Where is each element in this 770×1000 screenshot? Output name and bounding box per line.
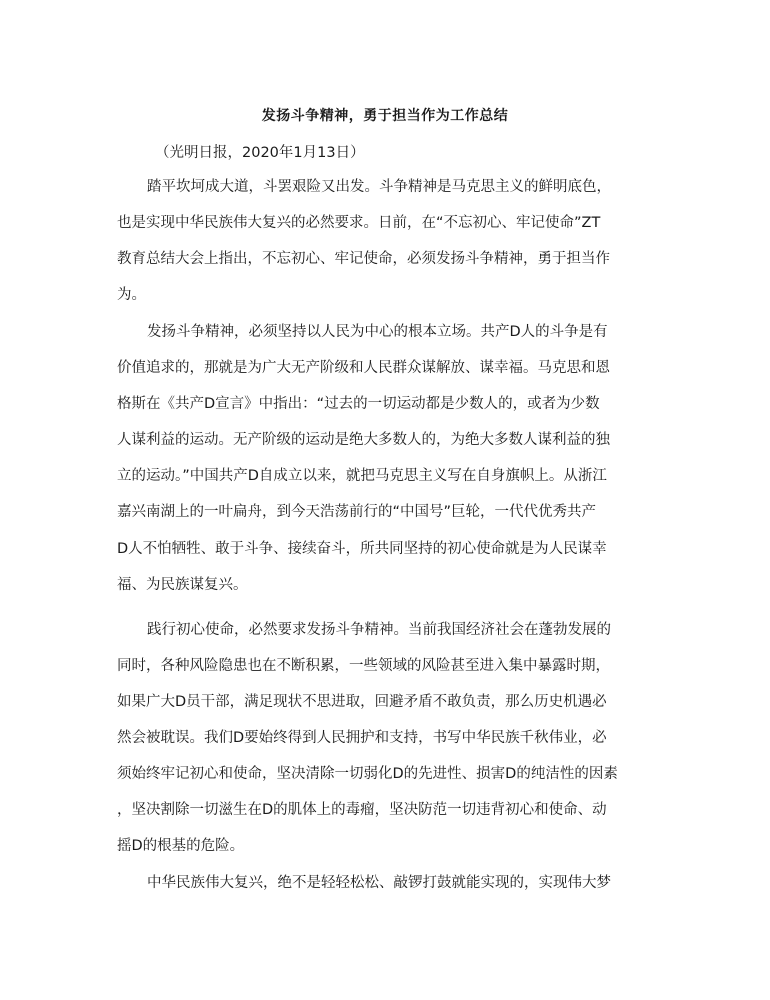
source-line: （光明日报，2020年1月13日） [155,145,365,161]
text-line: 同时，各种风险隐患也在不断积累，一些领域的风险甚至进入集中暴露时期， [117,658,610,674]
text-line: 踏平坎坷成大道，斗罢艰险又出发。斗争精神是马克思主义的鲜明底色， [147,179,611,195]
text-line: 践行初心使命，必然要求发扬斗争精神。当前我国经济社会在蓬勃发展的 [147,622,611,638]
text-line: 嘉兴南湖上的一叶扁舟，到今天浩荡前行的“中国号”巨轮，一代代优秀共产 [117,504,597,520]
text-line: 中华民族伟大复兴，绝不是轻轻松松、敲锣打鼓就能实现的，实现伟大梦 [147,875,611,891]
document-title: 发扬斗争精神，勇于担当作为工作总结 [261,108,509,124]
text-line: 也是实现中华民族伟大复兴的必然要求。日前，在“不忘初心、牢记使命”ZT [117,215,601,231]
text-line: D人不怕牺牲、敢于斗争、接续奋斗，所共同坚持的初心使命就是为人民谋幸 [117,541,607,557]
text-line: 人谋利益的运动。无产阶级的运动是绝大多数人的，为绝大多数人谋利益的独 [117,432,610,448]
text-line: 为。 [117,287,146,303]
text-line: 福、为民族谋复兴。 [117,577,248,593]
text-line: 如果广大D员干部，满足现状不思进取，回避矛盾不敢负责，那么历史机遇必 [117,694,607,710]
text-line: 然会被耽误。我们D要始终得到人民拥护和支持，书写中华民族千秋伟业，必 [117,730,607,746]
text-line: ，坚决割除一切滋生在D的肌体上的毒瘤，坚决防范一切违背初心和使命、动 [117,802,607,818]
text-line: 摇D的根基的危险。 [117,838,245,854]
text-line: 教育总结大会上指出，不忘初心、牢记使命，必须发扬斗争精神，勇于担当作 [117,251,610,267]
text-line: 立的运动。”中国共产D自成立以来，就把马克思主义写在自身旗帜上。从浙江 [117,468,607,484]
text-line: 发扬斗争精神，必须坚持以人民为中心的根本立场。共产D人的斗争是有 [147,324,608,340]
text-line: 价值追求的，那就是为广大无产阶级和人民群众谋解放、谋幸福。马克思和恩 [117,360,610,376]
text-line: 格斯在《共产D宣言》中指出：“过去的一切运动都是少数人的，或者为少数 [117,396,600,412]
text-line: 须始终牢记初心和使命，坚决清除一切弱化D的先进性、损害D的纯洁性的因素 [117,766,618,782]
